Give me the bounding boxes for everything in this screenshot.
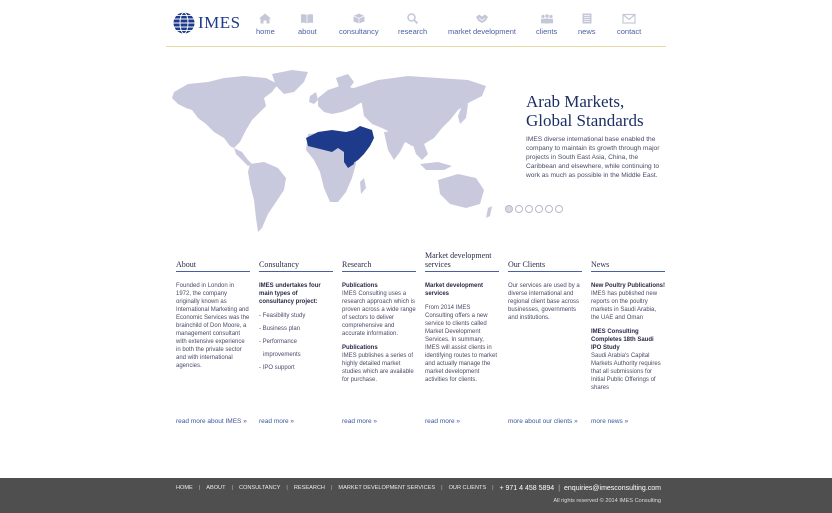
consultancy-item: - Performance bbox=[259, 339, 298, 345]
footer-nav bbox=[176, 485, 500, 491]
news-column bbox=[591, 252, 665, 392]
market-subheading: Market development services bbox=[425, 283, 484, 297]
about-text: Founded in London in 1972, the company originally known as International Marketing and Economic Services was the brainchild of Don Moore, a management consultant with extensive experience in both the private sector and with international agencies. bbox=[176, 283, 250, 369]
nav-label: news bbox=[578, 27, 596, 36]
slide-dot[interactable] bbox=[555, 205, 563, 213]
market-development-heading bbox=[425, 252, 499, 272]
nav-item-clients[interactable] bbox=[536, 13, 557, 36]
footer-link-research[interactable]: RESEARCH bbox=[293, 485, 325, 491]
consultancy-column bbox=[259, 252, 333, 377]
nav-label: contact bbox=[617, 27, 642, 36]
footer-link-consultancy[interactable]: CONSULTANCY bbox=[238, 485, 281, 491]
consultancy-intro: IMES undertakes four main types of consultancy project: bbox=[259, 283, 321, 305]
magnifier-icon bbox=[406, 13, 420, 24]
separator: | bbox=[492, 485, 494, 491]
more-clients-link[interactable]: more about our clients » bbox=[508, 418, 578, 425]
research-heading: Research bbox=[342, 252, 416, 272]
header-divider bbox=[166, 46, 666, 47]
market-heading-line2: services bbox=[425, 260, 451, 269]
hero-title-line2: Global Standards bbox=[526, 111, 644, 130]
read-more-about-link[interactable]: read more about IMES » bbox=[176, 418, 247, 425]
more-news-link[interactable]: more news » bbox=[591, 418, 629, 425]
about-heading: About bbox=[176, 252, 250, 272]
envelope-icon bbox=[622, 13, 636, 24]
nav-label: consultancy bbox=[339, 27, 379, 36]
consultancy-item: - Feasibility study bbox=[259, 313, 306, 319]
slide-dot[interactable] bbox=[525, 205, 533, 213]
world-map bbox=[168, 68, 498, 233]
slide-dot[interactable] bbox=[505, 205, 513, 213]
handshake-icon bbox=[475, 13, 489, 24]
news-item-title[interactable]: New Poultry Publications! bbox=[591, 283, 666, 289]
nav-item-about[interactable] bbox=[298, 13, 317, 36]
footer-email-link[interactable]: enquiries@imesconsulting.com bbox=[564, 485, 661, 492]
consultancy-heading: Consultancy bbox=[259, 252, 333, 272]
nav-item-research[interactable] bbox=[398, 13, 427, 36]
clients-heading: Our Clients bbox=[508, 252, 582, 272]
nav-item-home[interactable] bbox=[256, 13, 275, 36]
nav-label: market development bbox=[448, 27, 516, 36]
footer-link-clients[interactable]: OUR CLIENTS bbox=[448, 485, 487, 491]
slider-dots bbox=[505, 205, 563, 213]
news-item-title[interactable]: IMES Consulting Completes 18th Saudi IPO Study bbox=[591, 329, 654, 351]
home-icon bbox=[258, 13, 272, 24]
footer-contact bbox=[499, 485, 661, 492]
market-development-column bbox=[425, 252, 499, 384]
logo-wordmark: IMES bbox=[198, 13, 241, 32]
separator: | bbox=[330, 485, 333, 491]
market-text: From 2014 IMES Consulting offers a new service to clients called Market Development Services. In summary, IMES will assist clients in identifying routes to market and actually manage the market development activities for clients. bbox=[425, 305, 498, 383]
people-icon bbox=[540, 13, 554, 24]
hero-title-line1: Arab Markets, bbox=[526, 92, 625, 111]
nav-label: research bbox=[398, 27, 428, 36]
slide-dot[interactable] bbox=[545, 205, 553, 213]
news-item-text: IMES has published new reports on the poultry markets in Saudi Arabia, the UAE and Oman bbox=[591, 291, 658, 321]
separator: | bbox=[198, 485, 201, 491]
research-subheading: Publications bbox=[342, 283, 378, 289]
read-more-research-link[interactable]: read more » bbox=[342, 418, 378, 425]
footer-link-home[interactable]: HOME bbox=[176, 485, 193, 491]
newspaper-icon bbox=[580, 13, 594, 24]
clients-column bbox=[508, 252, 582, 322]
nav-label: clients bbox=[536, 27, 558, 36]
nav-label: about bbox=[298, 27, 317, 36]
news-heading: News bbox=[591, 252, 665, 272]
market-heading-line1: Market development bbox=[425, 251, 492, 260]
nav-item-contact[interactable] bbox=[617, 13, 641, 36]
about-column bbox=[176, 252, 250, 370]
footer bbox=[0, 478, 832, 513]
slide-dot[interactable] bbox=[535, 205, 543, 213]
clients-text: Our services are used by a diverse international and regional client base across businesses, governments and institutions. bbox=[508, 283, 580, 321]
nav-item-market-development[interactable] bbox=[448, 13, 516, 36]
research-text: IMES publishes a series of highly detailed market studies which are available for purchase. bbox=[342, 353, 414, 383]
separator: | bbox=[558, 485, 561, 492]
consultancy-item: - IPO support bbox=[259, 365, 295, 371]
main-nav bbox=[0, 13, 832, 39]
read-more-market-link[interactable]: read more » bbox=[425, 418, 461, 425]
separator: | bbox=[286, 485, 288, 491]
footer-copyright: All rights reserved © 2014 IMES Consulting bbox=[553, 498, 661, 504]
nav-label: home bbox=[256, 27, 275, 36]
footer-phone: + 971 4 458 5894 bbox=[499, 485, 555, 492]
separator: | bbox=[231, 485, 233, 491]
hero-description: IMES diverse international base enabled the company to maintain its growth through major projects in South East Asia, China, the Caribbean and elsewhere, while continuing to work as much as possible in the Middle East. bbox=[526, 136, 660, 179]
box-icon bbox=[352, 13, 366, 24]
consultancy-item: improvements bbox=[263, 352, 301, 358]
footer-link-market-development[interactable]: MARKET DEVELOPMENT SERVICES bbox=[338, 485, 436, 491]
research-subheading: Publications bbox=[342, 345, 378, 351]
research-text: IMES Consulting uses a research approach which is proven across a wide range of sectors to deliver comprehensive and accurate information. bbox=[342, 291, 416, 337]
separator: | bbox=[441, 485, 443, 491]
book-icon bbox=[300, 13, 314, 24]
nav-item-consultancy[interactable] bbox=[339, 13, 379, 36]
news-item-text: Saudi Arabia's Capital Markets Authority requires that all submissions for Initial Public Offerings of shares bbox=[591, 353, 661, 391]
hero-title bbox=[526, 92, 676, 130]
read-more-consultancy-link[interactable]: read more » bbox=[259, 418, 295, 425]
slide-dot[interactable] bbox=[515, 205, 523, 213]
consultancy-item: - Business plan bbox=[259, 326, 301, 332]
footer-link-about[interactable]: ABOUT bbox=[206, 485, 226, 491]
nav-item-news[interactable] bbox=[578, 13, 596, 36]
research-column bbox=[342, 252, 416, 384]
